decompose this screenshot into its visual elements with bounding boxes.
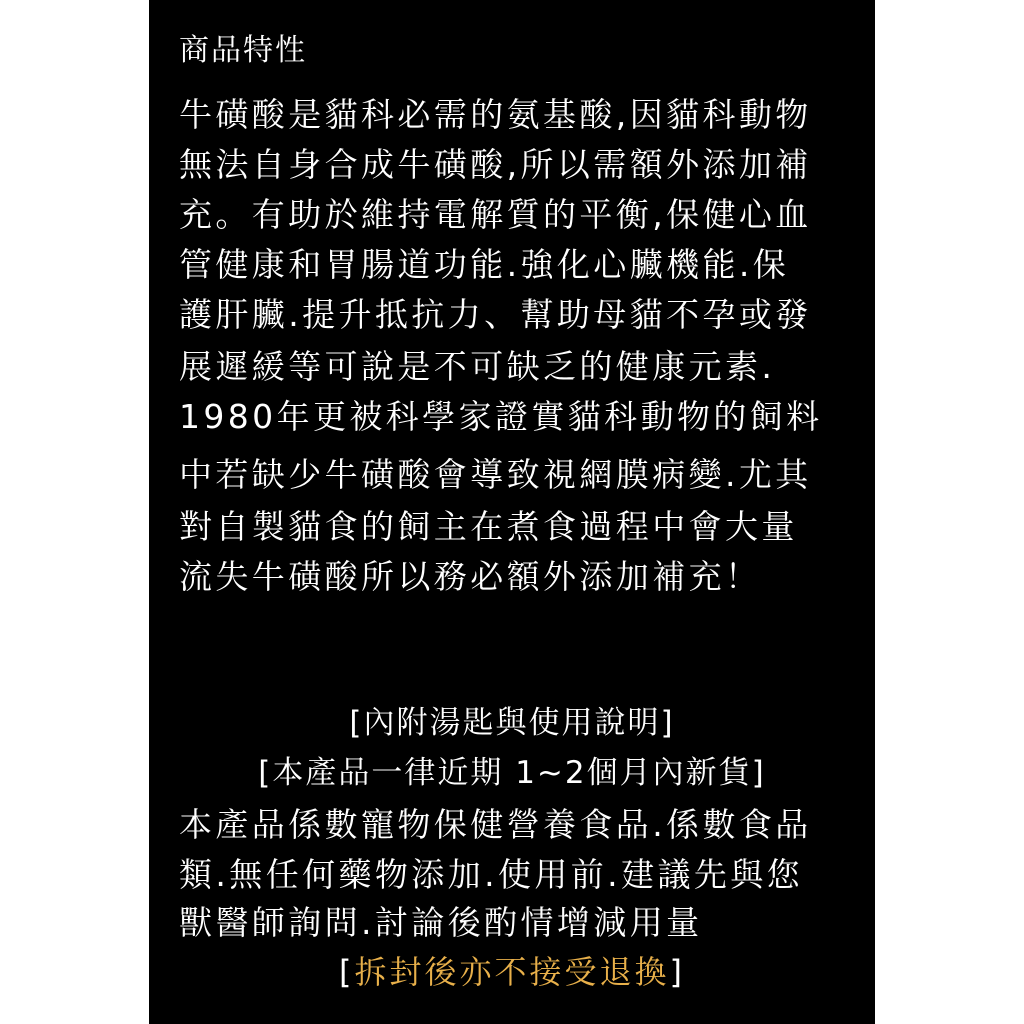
return-policy-text: 拆封後亦不接受退換	[354, 953, 670, 991]
description-line-6: 展遲緩等可說是不可缺乏的健康元素.	[179, 347, 776, 386]
product-info-panel	[149, 0, 875, 1024]
disclaimer-line-1: 本產品係數寵物保健營養食品.係數食品	[179, 805, 812, 844]
section-heading: 商品特性	[179, 33, 307, 68]
return-policy-close-bracket: ]	[669, 953, 685, 991]
description-line-8: 中若缺少牛磺酸會導致視網膜病變.尤其	[179, 455, 812, 494]
disclaimer-line-2: 類.無任何藥物添加.使用前.建議先與您	[179, 855, 804, 894]
description-line-1: 牛磺酸是貓科必需的氨基酸,因貓科動物	[179, 95, 812, 134]
freshness-note: [本產品一律近期 1~2個月內新貨]	[258, 755, 766, 791]
description-line-3: 充。有助於維持電解質的平衡,保健心血	[179, 195, 812, 234]
description-line-7: 1980年更被科學家證實貓科動物的飼料	[179, 397, 823, 436]
description-line-10: 流失牛磺酸所以務必額外添加補充！	[179, 557, 762, 596]
return-policy-open-bracket: [	[339, 953, 355, 991]
disclaimer-line-3: 獸醫師詢問.討論後酌情增減用量	[179, 903, 703, 942]
description-line-2: 無法自身合成牛磺酸,所以需額外添加補	[179, 145, 812, 184]
description-line-4: 管健康和胃腸道功能.強化心臟機能.保	[179, 245, 790, 284]
spoon-note: [內附湯匙與使用說明]	[349, 705, 675, 741]
return-policy	[149, 953, 875, 991]
description-line-9: 對自製貓食的飼主在煮食過程中會大量	[179, 507, 798, 546]
description-line-5: 護肝臟.提升抵抗力、幫助母貓不孕或發	[179, 295, 812, 334]
